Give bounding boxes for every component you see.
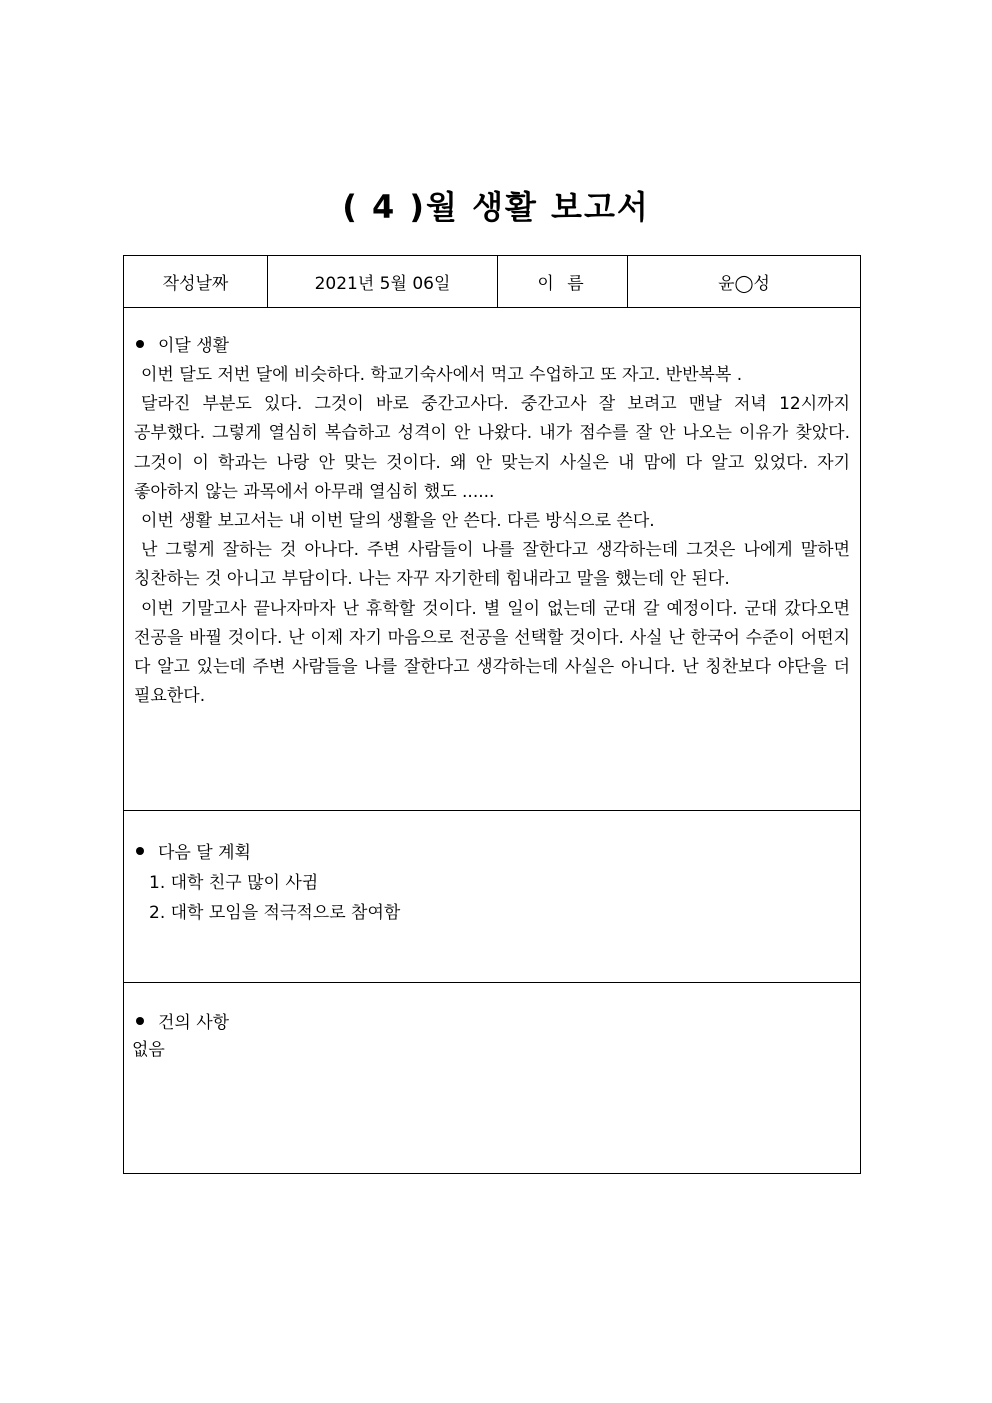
page-title: ( 4 )월 생활 보고서 (342, 188, 650, 226)
next-month-heading: 다음 달 계획 (136, 838, 251, 863)
bullet-icon (136, 1017, 144, 1025)
paragraph: 이번 기말고사 끝나자마자 난 휴학할 것이다. 별 일이 없는데 군대 갈 예정이다. 군대 갔다오면 전공을 바꿜 것이다. 난 이제 자기 마음으로 전공을 선택할 것이다. 사실 난 한국어 수준이 어떤지 다 알고 있는데 주변 사람들을 나를 잘한다고 생각하는데 사실은 아니다. 난 칭찬보다 야단을 더 필요한다. (134, 598, 850, 707)
bullet-icon (136, 340, 144, 348)
name-label: 이 름 (498, 256, 628, 307)
this-month-body (134, 361, 850, 711)
next-month-section (124, 811, 860, 983)
suggestions-section (124, 983, 860, 1173)
report-table (123, 255, 861, 1174)
this-month-section (124, 307, 860, 811)
date-label: 작성날짜 (124, 256, 268, 307)
paragraph: 난 그렇게 잘하는 것 아나다. 주변 사람들이 나를 잘한다고 생각하는데 그것은 나에게 말하면 칭찬하는 것 아니고 부담이다. 나는 자꾸 자기한테 힘내라고 말을 했는데 안 된다. (134, 540, 850, 590)
paragraph: 이번 달도 저번 달에 비슷하다. 학교기숙사에서 먹고 수업하고 또 자고. 반반복복 . (141, 365, 743, 385)
suggestions-text: 없음 (132, 1040, 165, 1060)
paragraph: 이번 생활 보고서는 내 이번 달의 생활을 안 쓴다. 다른 방식으로 쓴다. (141, 511, 655, 532)
name-value: 윤◯성 (718, 274, 770, 294)
suggestions-heading: 건의 사항 (136, 1008, 229, 1033)
plan-item: 2. 대학 모임을 적극적으로 참여함 (149, 903, 401, 923)
this-month-heading: 이달 생활 (136, 331, 229, 356)
date-value: 2021년 5월 06일 (268, 256, 498, 307)
plan-item: 1. 대학 친구 많이 사귐 (149, 873, 319, 893)
header-row (124, 256, 860, 308)
paragraph: 달라진 부분도 있다. 그것이 바로 중간고사다. 중간고사 잘 보려고 맨날 저녁 12시까지 공부했다. 그렇게 열심히 복습하고 성격이 안 나왔다. 내가 점수를 잘 안 나오는 이유가 찾았다. 그것이 이 학과는 나랑 안 맞는 것이다. 왜 안 맞는지 사실은 내 맘에 다 알고 있었다. 자기 좋아하지 않는 과목에서 아무래 열심히 했도 ...... (134, 394, 850, 502)
bullet-icon (136, 847, 144, 855)
